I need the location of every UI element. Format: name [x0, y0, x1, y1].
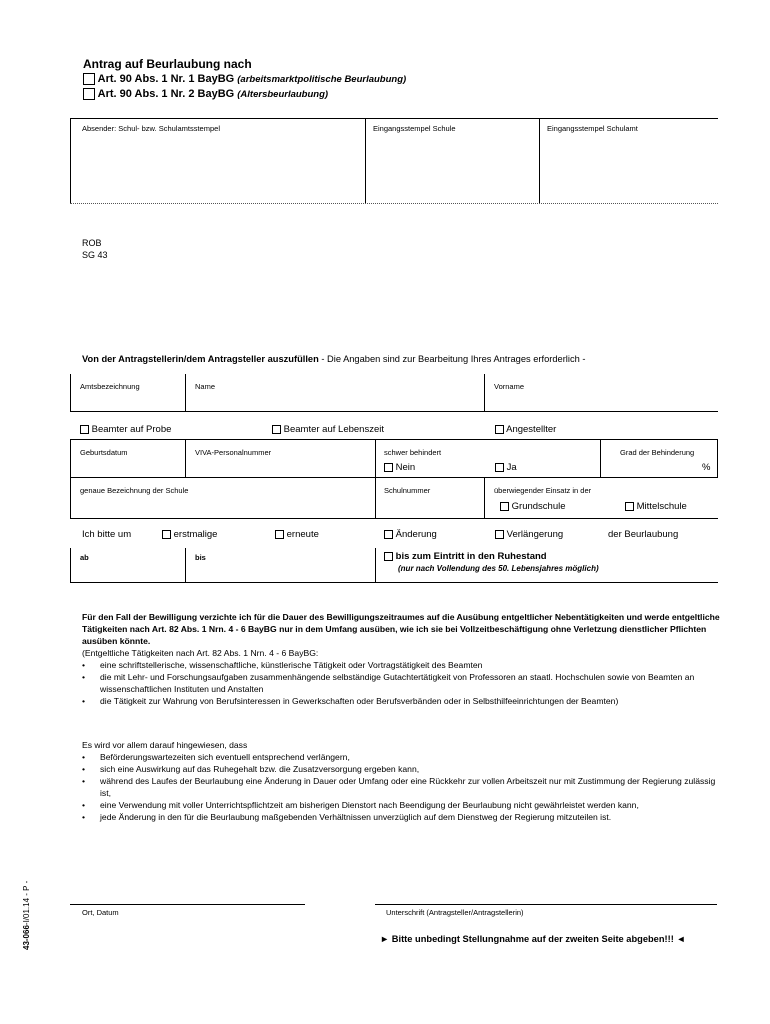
bis-date-field[interactable]: [195, 564, 370, 579]
viva-field[interactable]: [195, 460, 370, 474]
aenderung-label: Änderung: [395, 529, 437, 540]
angestellter-checkbox[interactable]: [495, 425, 504, 434]
status-beamter-probe: [80, 424, 171, 435]
row2-bottom-line: [70, 439, 718, 440]
schule-label: genaue Bezeichnung der Schule: [80, 486, 189, 495]
request-ruhestand: [384, 551, 547, 562]
row3-right-border: [717, 439, 718, 478]
list-item: • eine schriftstellerische, wissenschaftliche, künstlerische Tätigkeit oder Vortragstätigkeit des Beamten: [82, 659, 722, 671]
beamter-lebenszeit-checkbox[interactable]: [272, 425, 281, 434]
address-line-1: ROB: [82, 238, 102, 248]
row3-divider-1: [185, 439, 186, 478]
hinweis-list: [82, 751, 722, 823]
grad-behinderung-label: Grad der Behinderung: [620, 448, 695, 457]
angestellter-label: Angestellter: [506, 424, 557, 435]
ort-datum-field[interactable]: [70, 880, 305, 903]
row4-left-border: [70, 477, 71, 519]
verzicht-intro: (Entgeltliche Tätigkeiten nach Art. 82 Abs. 1 Nrn. 4 - 6 BayBG:: [82, 648, 319, 658]
option1-note: (arbeitsmarktpolitische Beurlaubung): [237, 74, 407, 85]
erstmalige-label: erstmalige: [173, 529, 218, 540]
ab-date-field[interactable]: [80, 564, 180, 579]
erneute-label: erneute: [286, 529, 319, 540]
behindert-ja: [495, 462, 517, 473]
row4-divider-2: [484, 477, 485, 519]
row6-divider-2: [375, 548, 376, 583]
row1-left-border: [70, 374, 71, 412]
address-line-2: SG 43: [82, 250, 108, 260]
hinweis-section: [82, 739, 722, 823]
bis-label: bis: [195, 553, 206, 562]
recipient-address: [82, 237, 108, 261]
row4-divider-1: [375, 477, 376, 519]
row3-left-border: [70, 439, 71, 478]
verlaengerung-label: Verlängerung: [506, 529, 564, 540]
status-beamter-lebenszeit: [272, 424, 384, 435]
ja-label: Ja: [506, 462, 517, 473]
row1-divider-1: [185, 374, 186, 412]
form-title: Antrag auf Beurlaubung nach: [83, 57, 252, 71]
einsatz-label: überwiegender Einsatz in der: [494, 486, 592, 495]
option2-label: Art. 90 Abs. 1 Nr. 2 BayBG: [97, 88, 235, 100]
ort-datum-label: Ort, Datum: [82, 908, 119, 917]
request-aenderung: [384, 529, 437, 540]
option-art90-nr2: [83, 88, 328, 100]
vorname-field[interactable]: [494, 394, 714, 408]
schulnummer-field[interactable]: [384, 499, 479, 514]
stamps-bottom-dotted: [70, 203, 718, 204]
row6-bottom-line: [70, 582, 718, 583]
row6-divider-1: [185, 548, 186, 583]
office-stamp-label: Eingangsstempel Schulamt: [547, 124, 638, 133]
instruction-rest: - Die Angaben sind zur Bearbeitung Ihres Antrages erforderlich -: [318, 354, 586, 364]
ab-label: ab: [80, 553, 89, 562]
fill-instruction: [82, 354, 585, 364]
aenderung-checkbox[interactable]: [384, 530, 393, 539]
amtsbezeichnung-label: Amtsbezeichnung: [80, 382, 140, 391]
list-item: • jede Änderung in den für die Beurlaubung maßgebenden Verhältnissen unverzüglich auf dem Dienstweg der Regierung mitzuteilen ist.: [82, 811, 722, 823]
grundschule-label: Grundschule: [511, 501, 566, 512]
ja-checkbox[interactable]: [495, 463, 504, 472]
signature-label: Unterschrift (Antragsteller/Antragstellerin): [386, 908, 524, 917]
form-number-bold: 43-066: [22, 925, 31, 950]
viva-label: VIVA-Personalnummer: [195, 448, 272, 457]
request-verlaengerung: [495, 529, 563, 540]
grundschule-checkbox[interactable]: [500, 502, 509, 511]
der-beurlaubung-label: der Beurlaubung: [608, 529, 679, 540]
name-label: Name: [195, 382, 216, 391]
art90-nr1-checkbox[interactable]: [83, 73, 95, 85]
row4-bottom-line: [70, 518, 718, 519]
signature-line: [375, 904, 717, 905]
signature-field[interactable]: [375, 880, 717, 903]
list-item: • die mit Lehr- und Forschungsaufgaben zusammenhängende selbständige Gutachtertätigkeit von Professoren an staatl. Hochschulen sowie von Beamten an wissenschaftlichen Instituten und Anstalten: [82, 671, 722, 695]
option1-label: Art. 90 Abs. 1 Nr. 1 BayBG: [97, 73, 235, 85]
einsatz-grundschule: [500, 501, 566, 512]
option-art90-nr1: [83, 73, 406, 85]
request-erstmalige: [162, 529, 217, 540]
stamps-divider-1: [365, 118, 366, 204]
ruhestand-note: (nur nach Vollendung des 50. Lebensjahres möglich): [398, 564, 599, 573]
request-erneute: [275, 529, 319, 540]
list-item: • eine Verwendung mit voller Unterrichtspflichtzeit am bisherigen Dienstort nach Beendigung der Beurlaubung nicht gewährleistet werden kann,: [82, 799, 722, 811]
hinweis-intro: Es wird vor allem darauf hingewiesen, dass: [82, 740, 248, 750]
row3-bottom-line: [70, 477, 718, 478]
mittelschule-label: Mittelschule: [636, 501, 687, 512]
geburtsdatum-label: Geburtsdatum: [80, 448, 128, 457]
vorname-label: Vorname: [494, 382, 525, 391]
verzicht-declaration: Für den Fall der Bewilligung verzichte ich für die Dauer des Bewilligungszeitraumes auf die Ausübung entgeltlicher Nebentätigkeiten und werde entgeltliche Tätigkeiten nach Art. 82 Abs. 1 Nrn. 4 - 6 BayBG nur in dem Umfang ausüben, wie ich sie bei Vollzeitbeschäftigung ohne Verletzung dienstlicher Pflichten ausüben könnte.: [82, 612, 720, 646]
verzicht-section: [82, 611, 722, 707]
status-angestellter: [495, 424, 556, 435]
school-stamp-label: Eingangsstempel Schule: [373, 124, 456, 133]
list-item: • die Tätigkeit zur Wahrung von Berufsinteressen in Gewerkschaften oder Berufsverbänden oder in Selbsthilfeeinrichtungen der Beamten): [82, 695, 722, 707]
list-item: • während des Laufes der Beurlaubung eine Änderung in Dauer oder Umfang oder eine Rückkehr zur vollen Arbeitszeit nur mit Zustimmung der Regierung zulässig ist,: [82, 775, 722, 799]
erneute-checkbox[interactable]: [275, 530, 284, 539]
verzicht-list: [82, 659, 722, 707]
row3-divider-3: [600, 439, 601, 478]
beamter-lebenszeit-label: Beamter auf Lebenszeit: [283, 424, 384, 435]
nein-checkbox[interactable]: [384, 463, 393, 472]
ruhestand-label: bis zum Eintritt in den Ruhestand: [395, 551, 547, 562]
amtsbezeichnung-field[interactable]: [80, 394, 180, 408]
beamter-probe-label: Beamter auf Probe: [91, 424, 172, 435]
ort-datum-line: [70, 904, 305, 905]
percent-sign: %: [702, 462, 711, 473]
erstmalige-checkbox[interactable]: [162, 530, 171, 539]
row1-divider-2: [484, 374, 485, 412]
form-number: [22, 881, 31, 950]
beamter-probe-checkbox[interactable]: [80, 425, 89, 434]
ruhestand-checkbox[interactable]: [384, 552, 393, 561]
sender-stamp-label: Absender: Schul- bzw. Schulamtsstempel: [82, 124, 220, 133]
list-item: • sich eine Auswirkung auf das Ruhegehalt bzw. die Zusatzversorgung ergeben kann,: [82, 763, 722, 775]
option2-note: (Altersbeurlaubung): [237, 89, 329, 100]
schule-field[interactable]: [80, 499, 370, 514]
list-item: • Beförderungswartezeiten sich eventuell entsprechend verlängern,: [82, 751, 722, 763]
row1-bottom-line: [70, 411, 718, 412]
einsatz-mittelschule: [625, 501, 687, 512]
row3-divider-2: [375, 439, 376, 478]
behindert-nein: [384, 462, 415, 473]
geburtsdatum-field[interactable]: [80, 460, 180, 474]
stamps-top-border: [70, 118, 718, 119]
form-number-rest: -I/01.14 - P -: [22, 880, 31, 926]
nein-label: Nein: [395, 462, 416, 473]
verlaengerung-checkbox[interactable]: [495, 530, 504, 539]
row6-left-border: [70, 548, 71, 583]
name-field[interactable]: [195, 394, 480, 408]
instruction-bold: Von der Antragstellerin/dem Antragsteller auszufüllen: [82, 354, 319, 364]
stamps-left-border: [70, 118, 71, 204]
art90-nr2-checkbox[interactable]: [83, 88, 95, 100]
ich-bitte-um-label: Ich bitte um: [82, 529, 132, 540]
mittelschule-checkbox[interactable]: [625, 502, 634, 511]
schulnummer-label: Schulnummer: [384, 486, 431, 495]
second-page-hint: ► Bitte unbedingt Stellungnahme auf der zweiten Seite abgeben!!! ◄: [380, 934, 686, 944]
grad-field[interactable]: [606, 460, 696, 474]
stamps-divider-2: [539, 118, 540, 204]
schwer-behindert-label: schwer behindert: [384, 448, 442, 457]
